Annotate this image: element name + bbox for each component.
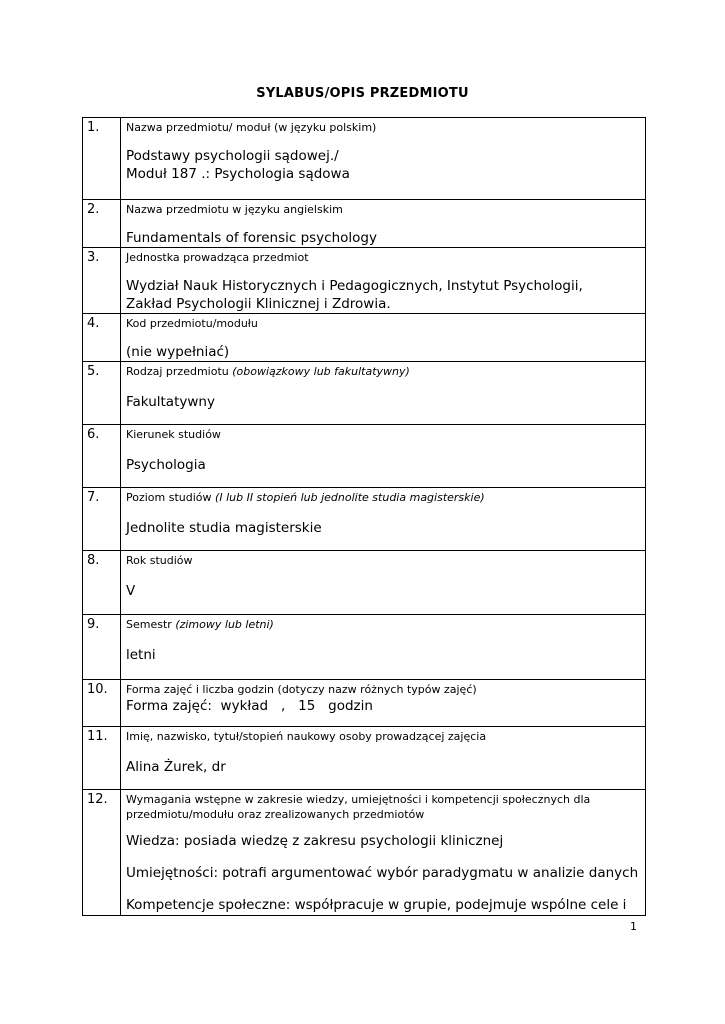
row-number: 1.	[83, 118, 121, 200]
table-row	[83, 314, 646, 362]
row-number: 8.	[83, 551, 121, 615]
field-value: Podstawy psychologii sądowej./	[126, 148, 339, 164]
row-number: 10.	[83, 680, 121, 727]
table-row	[83, 727, 646, 790]
field-value: Umiejętności: potrafi argumentować wybór paradygmatu w analizie danych	[126, 865, 639, 881]
field-label: Forma zajęć i liczba godzin (dotyczy nazw różnych typów zajęć)	[126, 683, 477, 696]
table-row	[83, 425, 646, 488]
field-value: Kompetencje społeczne: współpracuje w grupie, podejmuje wspólne cele i	[126, 897, 627, 913]
field-label: Nazwa przedmiotu w języku angielskim	[126, 203, 343, 216]
field-label: Kierunek studiów	[126, 428, 221, 441]
field-value: Fundamentals of forensic psychology	[126, 230, 377, 246]
field-value: Psychologia	[126, 457, 206, 473]
field-value: Zakład Psychologii Klinicznej i Zdrowia.	[126, 296, 391, 312]
field-label: Semestr	[126, 618, 172, 631]
field-value: V	[126, 583, 136, 599]
field-label: Nazwa przedmiotu/ moduł (w języku polskim)	[126, 121, 377, 134]
field-label-hint: (obowiązkowy lub fakultatywny)	[232, 365, 410, 378]
row-number: 7.	[83, 488, 121, 551]
field-label: Rok studiów	[126, 554, 193, 567]
field-value: Alina Żurek, dr	[126, 759, 226, 775]
table-row	[83, 680, 646, 727]
field-value: letni	[126, 647, 156, 663]
field-value: (nie wypełniać)	[126, 344, 230, 360]
row-number: 9.	[83, 615, 121, 680]
row-number: 2.	[83, 200, 121, 248]
field-value: Moduł 187 .: Psychologia sądowa	[126, 166, 350, 182]
field-value: Wiedza: posiada wiedzę z zakresu psychologii klinicznej	[126, 833, 504, 849]
row-number: 12.	[83, 790, 121, 916]
page-number: 1	[630, 920, 637, 933]
row-number: 3.	[83, 248, 121, 314]
field-label: Poziom studiów	[126, 491, 212, 504]
table-row	[83, 615, 646, 680]
table-row	[83, 790, 646, 916]
field-label-hint: (I lub II stopień lub jednolite studia magisterskie)	[215, 491, 485, 504]
row-number: 4.	[83, 314, 121, 362]
row-number: 5.	[83, 362, 121, 425]
table-row	[83, 488, 646, 551]
row-number: 11.	[83, 727, 121, 790]
field-value: Jednolite studia magisterskie	[126, 520, 322, 536]
table-row	[83, 362, 646, 425]
table-row	[83, 200, 646, 248]
field-value: Forma zajęć: wykład , 15 godzin	[126, 698, 373, 714]
field-label-hint: (zimowy lub letni)	[175, 618, 274, 631]
syllabus-table	[82, 117, 646, 916]
row-number: 6.	[83, 425, 121, 488]
page-title: SYLABUS/OPIS PRZEDMIOTU	[256, 86, 469, 101]
field-label: Kod przedmiotu/modułu	[126, 317, 258, 330]
table-row	[83, 118, 646, 200]
field-label: Rodzaj przedmiotu	[126, 365, 229, 378]
field-label: Jednostka prowadząca przedmiot	[126, 251, 309, 264]
table-row	[83, 248, 646, 314]
field-label: Imię, nazwisko, tytuł/stopień naukowy osoby prowadzącej zajęcia	[126, 730, 487, 743]
field-value: Wydział Nauk Historycznych i Pedagogicznych, Instytut Psychologii,	[126, 278, 583, 294]
field-label: Wymagania wstępne w zakresie wiedzy, umiejętności i kompetencji społecznych dla przedmiotu/modułu oraz zrealizowanych przedmiotów	[126, 793, 591, 821]
table-row	[83, 551, 646, 615]
field-value: Fakultatywny	[126, 394, 215, 410]
